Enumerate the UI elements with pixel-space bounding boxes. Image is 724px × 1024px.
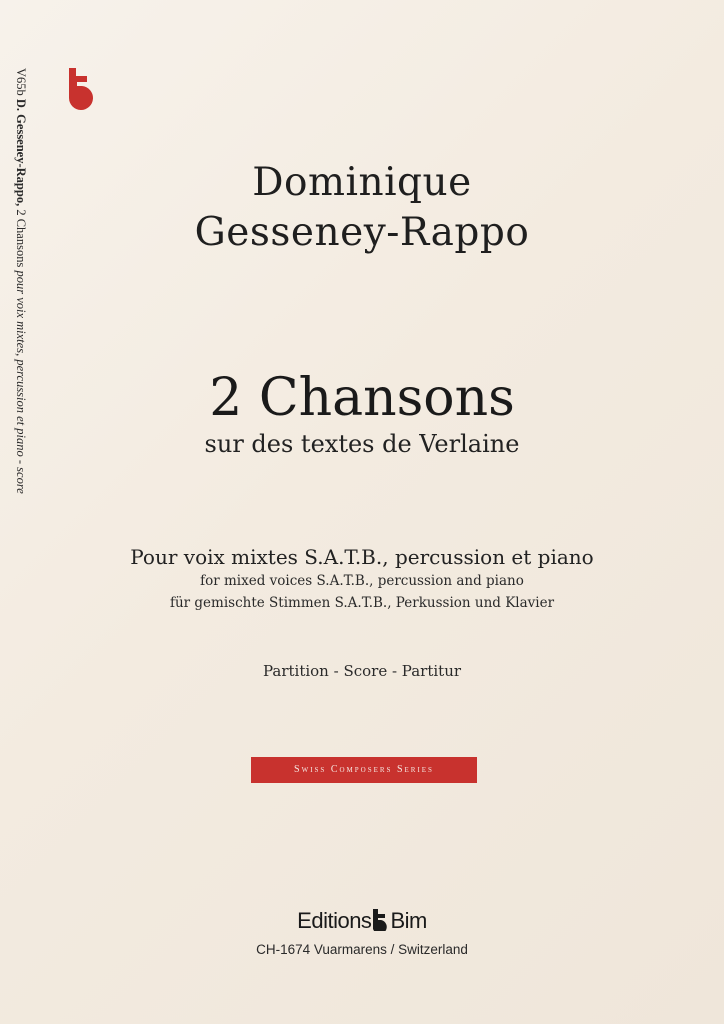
edition-type: Partition - Score - Partitur: [262, 662, 462, 680]
spine-subtitle: pour voix mixtes, percussion et piano - score: [14, 270, 28, 494]
series-badge: [251, 757, 477, 783]
publisher-address: CH-1674 Vuarmarens / Switzerland: [256, 942, 468, 957]
publisher-logo: [0, 905, 724, 937]
spine-title: 2 Chansons: [14, 209, 28, 271]
work-title: 2 Chansons: [209, 368, 515, 428]
instrumentation-french: Pour voix mixtes S.A.T.B., percussion et piano: [130, 545, 594, 569]
work-subtitle: sur des textes de Verlaine: [204, 430, 520, 458]
publisher-name-left: Editions: [297, 908, 372, 933]
spine-catalog-code: V65b: [14, 68, 28, 96]
composer-first-name: Dominique: [252, 160, 472, 205]
bim-publisher-logo-icon: [373, 909, 389, 931]
instrumentation-german: für gemischte Stimmen S.A.T.B., Perkussion und Klavier: [169, 595, 555, 611]
instrumentation-english: for mixed voices S.A.T.B., percussion and piano: [200, 573, 524, 589]
spine-composer: D. Gesseney-Rappo,: [14, 98, 28, 207]
publisher-name-right: Bim: [390, 908, 427, 933]
composer-name: [0, 158, 724, 258]
spine-text: [11, 68, 31, 538]
series-label: Swiss Composers Series: [294, 764, 434, 775]
bim-red-logo-icon: [69, 68, 95, 110]
composer-last-name: Gesseney-Rappo: [194, 210, 530, 255]
